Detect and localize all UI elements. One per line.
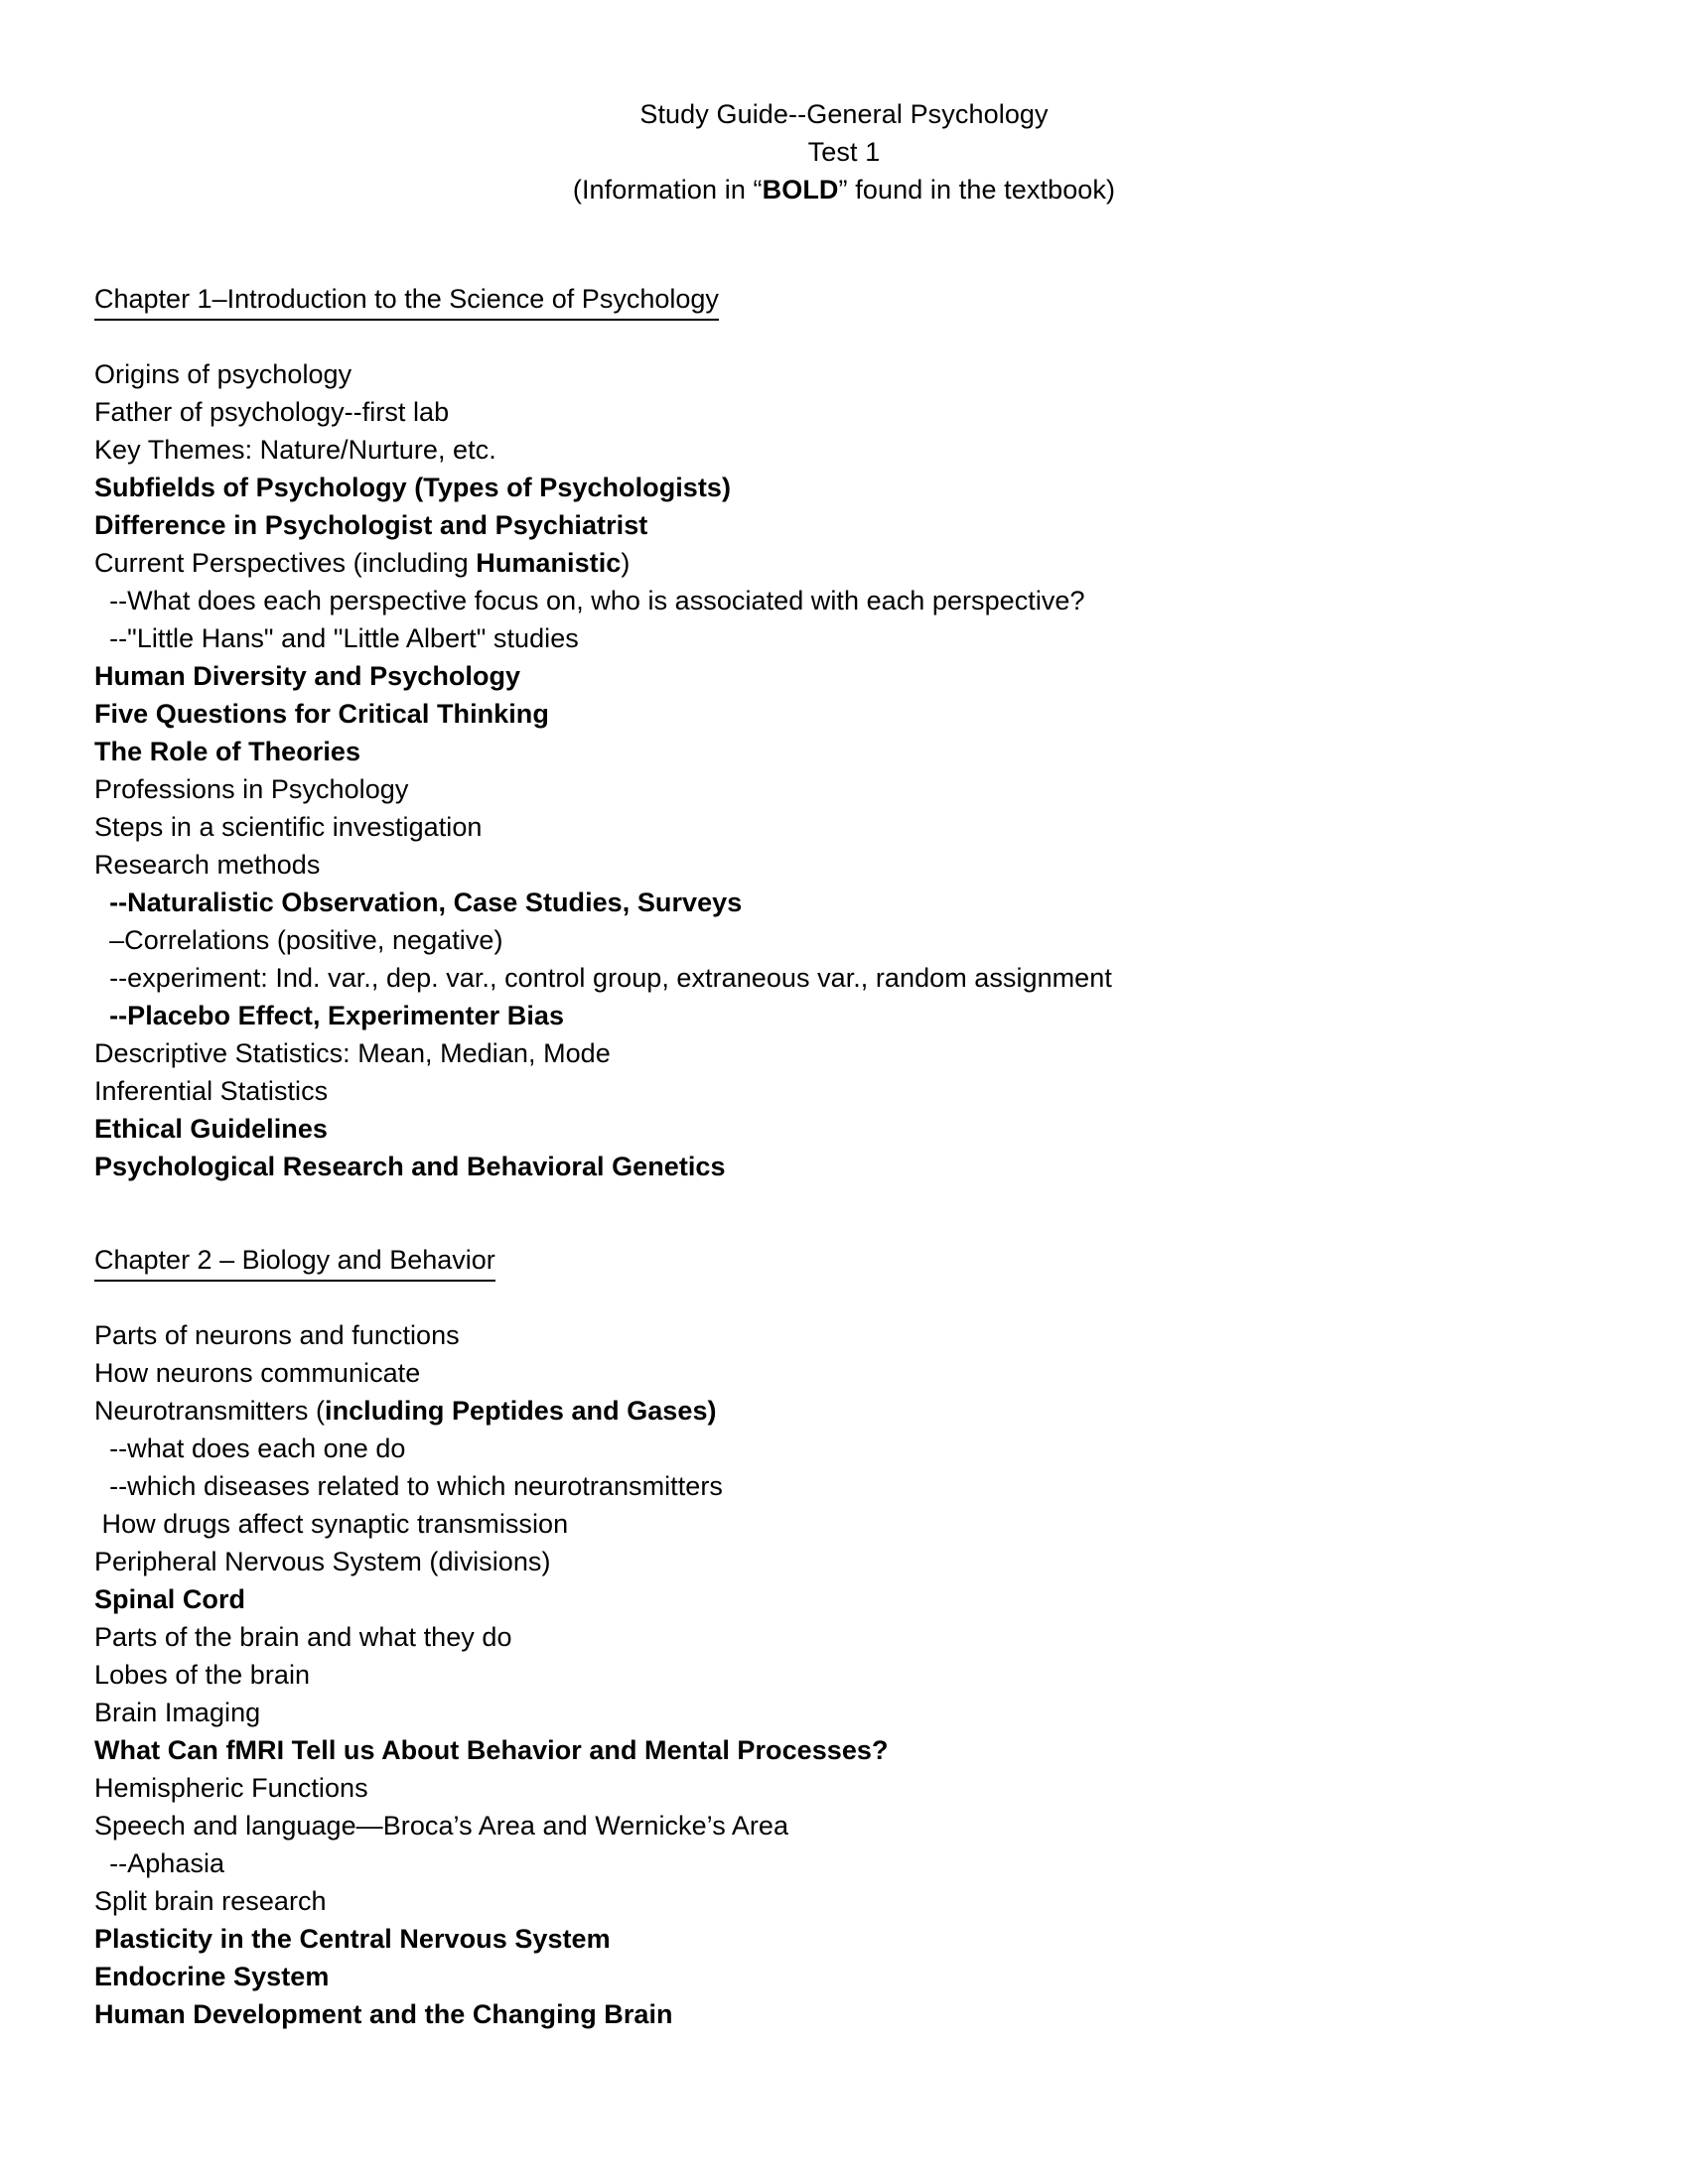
outline-item: Descriptive Statistics: Mean, Median, Mode [94, 1038, 611, 1068]
outline-item-bold: including Peptides and Gases) [325, 1396, 717, 1426]
outline-item: Ethical Guidelines [94, 1114, 328, 1144]
outline-item [94, 1392, 1584, 1430]
outline-item: Human Diversity and Psychology [94, 661, 521, 691]
outline-item: Plasticity in the Central Nervous System [94, 1924, 611, 1954]
spacer-after-chapter-1-heading [94, 318, 1584, 355]
outline-item-prefix: Current Perspectives (including [94, 548, 477, 578]
outline-subitem: --Placebo Effect, Experimenter Bias [94, 1001, 565, 1030]
outline-item: How neurons communicate [94, 1358, 421, 1388]
outline-subitem: --what does each one do [94, 1433, 406, 1463]
outline-item: Research methods [94, 850, 321, 880]
title-line-2: Test 1 [807, 137, 881, 167]
outline-item: Parts of neurons and functions [94, 1320, 460, 1350]
title-line-3-bold: BOLD [762, 175, 839, 205]
outline-item-prefix: Neurotransmitters ( [94, 1396, 326, 1426]
outline-item: Subfields of Psychology (Types of Psychologists) [94, 473, 731, 502]
title-line-3-suffix: ” found in the textbook) [838, 175, 1116, 205]
outline-subitem: --What does each perspective focus on, who is associated with each perspective? [94, 586, 1085, 615]
outline-item: The Role of Theories [94, 737, 361, 766]
outline-item [94, 544, 1584, 582]
title-line-1: Study Guide--General Psychology [639, 99, 1049, 129]
outline-subitem: –Correlations (positive, negative) [94, 925, 503, 955]
outline-item: Brain Imaging [94, 1698, 261, 1727]
outline-item: Psychological Research and Behavioral Genetics [94, 1152, 726, 1181]
outline-item: Origins of psychology [94, 359, 352, 389]
outline-item: Endocrine System [94, 1962, 330, 1991]
outline-item: Split brain research [94, 1886, 327, 1916]
document-body [94, 280, 1584, 2033]
outline-subitem: --which diseases related to which neurotransmitters [94, 1471, 723, 1501]
outline-item: Steps in a scientific investigation [94, 812, 483, 842]
outline-item: Hemispheric Functions [94, 1773, 368, 1803]
spacer-after-chapter-2-heading [94, 1279, 1584, 1316]
outline-item-bold: Humanistic [476, 548, 622, 578]
outline-item: Father of psychology--first lab [94, 397, 450, 427]
outline-item: What Can fMRI Tell us About Behavior and Mental Processes? [94, 1735, 889, 1765]
chapter-1-heading: Chapter 1–Introduction to the Science of Psychology [94, 280, 719, 321]
chapter-2-heading-row [94, 1241, 1584, 1279]
outline-item: Parts of the brain and what they do [94, 1622, 512, 1652]
outline-item: How drugs affect synaptic transmission [94, 1509, 569, 1539]
outline-subitem: --experiment: Ind. var., dep. var., control group, extraneous var., random assignment [94, 963, 1112, 993]
outline-item: Five Questions for Critical Thinking [94, 699, 549, 729]
outline-item: Spinal Cord [94, 1584, 246, 1614]
outline-subitem: --Naturalistic Observation, Case Studies, Surveys [94, 887, 743, 917]
spacer-between-chapters [94, 1185, 1584, 1241]
outline-subitem: --Aphasia [94, 1848, 225, 1878]
title-line-3 [0, 171, 1688, 208]
outline-subitem: --"Little Hans" and "Little Albert" studies [94, 623, 579, 653]
chapter-2-heading: Chapter 2 – Biology and Behavior [94, 1241, 495, 1282]
outline-item: Inferential Statistics [94, 1076, 329, 1106]
document-title-block [0, 95, 1688, 208]
outline-item: Professions in Psychology [94, 774, 409, 804]
outline-item: Lobes of the brain [94, 1660, 311, 1690]
outline-item: Peripheral Nervous System (divisions) [94, 1547, 551, 1576]
title-line-3-prefix: (Information in “ [572, 175, 763, 205]
outline-item: Difference in Psychologist and Psychiatrist [94, 510, 648, 540]
outline-item: Speech and language—Broca’s Area and Wernicke’s Area [94, 1811, 789, 1841]
outline-item-suffix: ) [621, 548, 631, 578]
outline-item: Human Development and the Changing Brain [94, 1999, 673, 2029]
outline-item: Key Themes: Nature/Nurture, etc. [94, 435, 496, 465]
chapter-1-heading-row [94, 280, 1584, 318]
